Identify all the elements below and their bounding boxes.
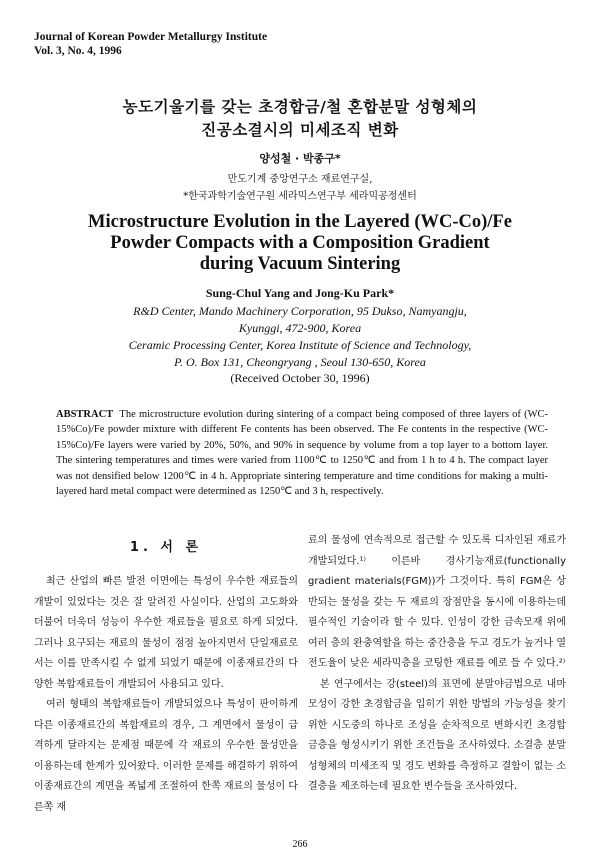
- english-title: [0, 212, 600, 275]
- left-column: [34, 572, 298, 818]
- abstract: [56, 407, 548, 499]
- korean-affiliation-2: *한국과학기술연구원 세라믹스연구부 세라믹공정센터: [183, 191, 417, 202]
- korean-title-line1: 농도기울기를 갖는 초경합금/철 혼합분말 성형체의: [122, 98, 478, 116]
- page-number: 266: [292, 839, 308, 850]
- journal-header: [34, 30, 267, 58]
- journal-name: Journal of Korean Powder Metallurgy Institute: [34, 31, 268, 43]
- english-title-line3: during Vacuum Sintering: [199, 254, 401, 274]
- english-affiliation-line1: R&D Center, Mando Machinery Corporation, 95 Dukso, Namyangju,: [133, 304, 467, 318]
- korean-title: [0, 96, 600, 142]
- section-heading: 1. 서 론: [129, 540, 203, 555]
- english-affiliation-line4: P. O. Box 131, Cheongryang , Seoul 130-650, Korea: [174, 355, 426, 369]
- left-paragraph-1: 최근 산업의 빠른 발전 이면에는 특성이 우수한 재료들의 개발이 있었다는 것은 잘 알려진 사실이다. 산업의 고도화와 더불어 더욱더 성능이 우수한 재료들을 필요로 하게 되었다. 그러나 요구되는 재료의 물성이 점점 높아지면서 단일재료로서는 이를 만족시킬 수 없게 되었기 때문에 이종재료간의 다양한 복합재료들이 개발되어 사용되고 있다.: [34, 576, 298, 690]
- korean-affiliation-1: 만도기계 중앙연구소 재료연구실,: [227, 174, 373, 185]
- english-affiliation-line3: Ceramic Processing Center, Korea Institute of Science and Technology,: [128, 338, 472, 352]
- right-paragraph-2: 본 연구에서는 강(steel)의 표면에 분말야금법으로 내마모성이 강한 초경합금을 입히기 위한 방법의 가능성을 찾기 위한 시도중의 하나로 조성을 순차적으로 변화시킨 초경합금층을 형성시키기 위한 조건들을 조사하였다. 소결층 분말성형체의 미세조직 및 경도 변화를 측정하고 결함이 없는 소결층을 제조하는데 필요한 변수들을 조사하였다.: [308, 678, 566, 792]
- right-column: [308, 531, 566, 798]
- korean-authors: 양성철 · 박종구*: [259, 152, 341, 165]
- abstract-text: The microstructure evolution during sintering of a compact being composed of three layers of (WC-15%Co)/Fe powder mixture with different Fe contents has been observed. The Fe contents in the respective (WC-15%Co)/Fe layers were varied by 20%, 50%, and 90% in sequence by volume from a top layer to a bottom layer. The sintering temperatures and times were varied from 1100℃ to 1250℃ and from 1 h to 4 h. The compact layer was not densified below 1200℃ in 4 h. Appropriate sintering temperature and time conditions for making a multi-layered hard metal compact were determined as 1250℃ and 3 h, respectively.: [56, 409, 549, 498]
- received-date: (Received October 30, 1996): [230, 371, 370, 385]
- english-affiliation-line2: Kyunggi, 472-900, Korea: [238, 321, 362, 335]
- korean-title-line2: 진공소결시의 미세조직 변화: [201, 121, 399, 139]
- left-paragraph-2: 여러 형태의 복합재료들이 개발되었으나 특성이 판이하게 다른 이종재료간의 복합재료의 경우, 그 계면에서 물성이 급격하게 달라지는 문제점 때문에 각 재료의 우수한 물성만을 이용하는데 한계가 있어왔다. 이러한 문제를 해결하기 위하여 이종재료간의 계면을 폭넓게 조절하여 한쪽 재료의 물성이 다른쪽 재: [34, 699, 298, 813]
- abstract-label: ABSTRACT: [56, 409, 114, 420]
- english-title-line1: Microstructure Evolution in the Layered (WC-Co)/Fe: [88, 212, 512, 232]
- english-title-line2: Powder Compacts with a Composition Gradient: [110, 233, 490, 253]
- journal-volume: Vol. 3, No. 4, 1996: [34, 45, 122, 57]
- english-authors: Sung-Chul Yang and Jong-Ku Park*: [205, 286, 395, 300]
- right-paragraph-1: 료의 물성에 연속적으로 접근할 수 있도록 디자인된 재료가 개발되었다.¹⁾ 이른바 경사기능재료(functionally gradient materials(FGM))가 그것이다. 특히 FGM은 상반되는 물성을 갖는 두 재료의 장점만을 동시에 이용하는데 필수적인 기술이라 할 수 있다. 인성이 강한 금속모재 위에 여러 층의 완충역할을 하는 중간층을 두고 경도가 높거나 열전도율이 낮은 세라믹층을 코팅한 재료를 예로 들 수 있다.²⁾: [308, 535, 566, 669]
